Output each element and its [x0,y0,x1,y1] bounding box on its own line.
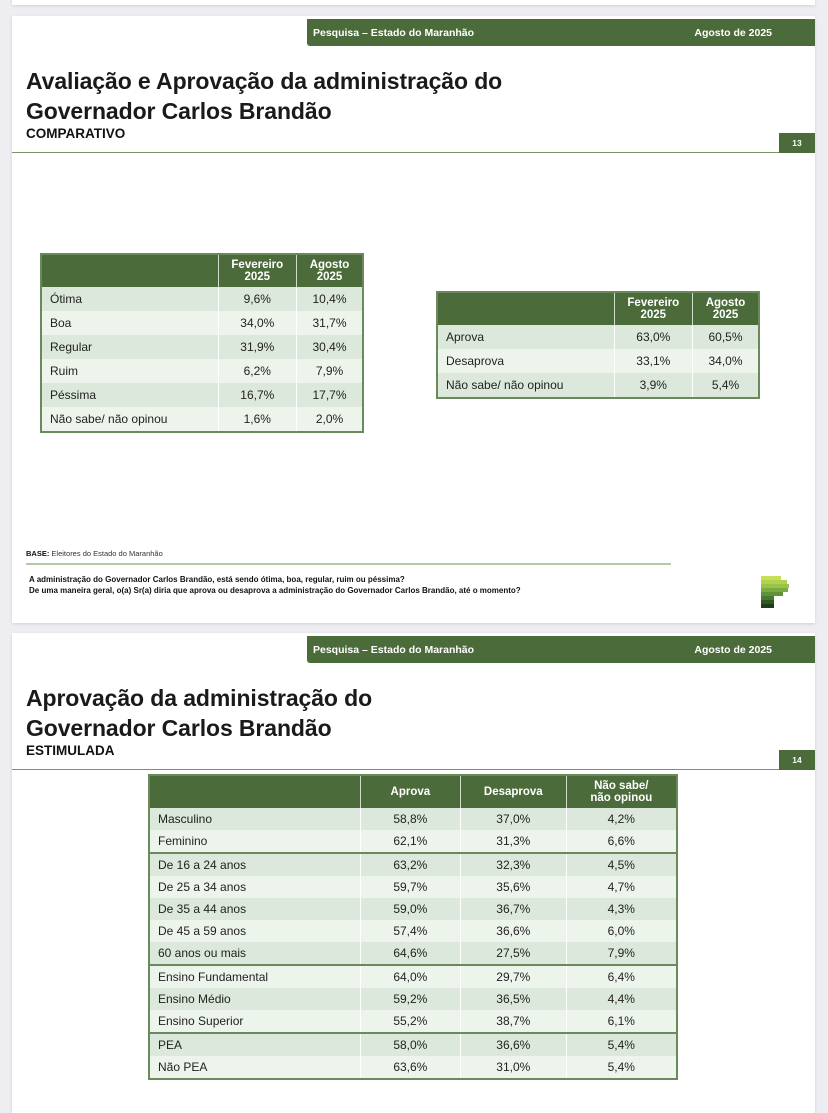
base-label: BASE: [26,549,50,558]
table-row [437,373,759,398]
cell-ago: 5,4% [693,373,760,398]
cell-fev: 1,6% [218,407,296,432]
question-1: A administração do Governador Carlos Brandão, está sendo ótima, boa, regular, ruim ou péssima? [29,575,405,584]
table-row [149,965,677,988]
cell-aprova: 55,2% [360,1010,460,1033]
header-bar [307,636,815,663]
row-label: Ensino Superior [149,1010,360,1033]
cell-nsno: 6,1% [566,1010,677,1033]
cell-nsno: 4,5% [566,853,677,876]
cell-nsno: 5,4% [566,1033,677,1056]
title-divider [12,152,779,153]
title-line-2: Governador Carlos Brandão [26,98,332,124]
row-label: De 45 a 59 anos [149,920,360,942]
cell-fev: 63,0% [614,325,692,349]
header-fevereiro: Fevereiro 2025 [614,292,692,325]
cell-aprova: 59,7% [360,876,460,898]
cell-fev: 34,0% [218,311,296,335]
survey-date: Agosto de 2025 [694,644,772,656]
avaliacao-table [40,253,364,433]
header-nao-sabe: Não sabe/ não opinou [566,775,677,808]
title-divider [12,769,779,770]
table-row [41,311,363,335]
cell-ago: 7,9% [297,359,364,383]
cell-nsno: 5,4% [566,1056,677,1079]
header-bar [307,19,815,46]
header-fevereiro: Fevereiro 2025 [218,254,296,287]
cell-desaprova: 36,6% [461,920,567,942]
table-row [437,325,759,349]
cell-desaprova: 35,6% [461,876,567,898]
table-row [149,898,677,920]
base-note [26,549,163,558]
row-label: Ótima [41,287,218,311]
cell-desaprova: 36,6% [461,1033,567,1056]
cell-desaprova: 27,5% [461,942,567,965]
cell-aprova: 63,6% [360,1056,460,1079]
row-label: Ensino Fundamental [149,965,360,988]
page-number: 13 [779,133,815,153]
cell-nsno: 7,9% [566,942,677,965]
cell-aprova: 59,0% [360,898,460,920]
row-label: Masculino [149,808,360,830]
slide-title [26,683,372,743]
header-agosto: Agosto 2025 [297,254,364,287]
row-label: Regular [41,335,218,359]
cell-fev: 31,9% [218,335,296,359]
table-header-row [437,292,759,325]
page-number: 14 [779,750,815,770]
table-row [149,1033,677,1056]
footnote-cutoff [152,1094,682,1100]
cell-fev: 33,1% [614,349,692,373]
table-row [41,335,363,359]
slide-title [26,66,502,126]
header-desaprova: Desaprova [461,775,567,808]
row-label: 60 anos ou mais [149,942,360,965]
cell-ago: 30,4% [297,335,364,359]
cell-desaprova: 38,7% [461,1010,567,1033]
footer-divider [26,563,671,565]
aprovacao-comparativo-table [436,291,760,399]
header-blank [437,292,614,325]
cell-nsno: 6,0% [566,920,677,942]
cell-desaprova: 29,7% [461,965,567,988]
base-text: Eleitores do Estado do Maranhão [49,549,163,558]
cell-ago: 31,7% [297,311,364,335]
survey-label: Pesquisa – Estado do Maranhão [313,644,475,656]
cell-nsno: 4,2% [566,808,677,830]
cell-aprova: 57,4% [360,920,460,942]
survey-date: Agosto de 2025 [694,27,772,39]
table-row [41,407,363,432]
cell-desaprova: 37,0% [461,808,567,830]
row-label: Ensino Médio [149,988,360,1010]
slide-subtitle: COMPARATIVO [26,126,126,141]
previous-slide-edge [12,0,815,5]
cell-desaprova: 31,3% [461,830,567,853]
cell-fev: 3,9% [614,373,692,398]
title-line-1: Aprovação da administração do [26,685,373,711]
table-row [41,383,363,407]
row-label: Feminino [149,830,360,853]
cell-fev: 9,6% [218,287,296,311]
cell-aprova: 64,6% [360,942,460,965]
table-row [437,349,759,373]
brand-logo-icon [759,576,791,610]
title-line-2: Governador Carlos Brandão [26,715,332,741]
slide-subtitle: ESTIMULADA [26,743,115,758]
survey-questions [29,574,521,596]
question-2: De uma maneira geral, o(a) Sr(a) diria que aprova ou desaprova a administração do Governador Carlos Brandão, até o momento? [29,586,521,595]
header-blank [149,775,360,808]
row-label: Não PEA [149,1056,360,1079]
row-label: De 16 a 24 anos [149,853,360,876]
cell-aprova: 59,2% [360,988,460,1010]
cell-desaprova: 31,0% [461,1056,567,1079]
table-row [149,1010,677,1033]
cell-nsno: 6,4% [566,965,677,988]
cell-desaprova: 36,5% [461,988,567,1010]
row-label: Não sabe/ não opinou [437,373,614,398]
table-row [149,830,677,853]
cell-nsno: 4,7% [566,876,677,898]
cell-nsno: 4,4% [566,988,677,1010]
cell-nsno: 6,6% [566,830,677,853]
row-label: Desaprova [437,349,614,373]
survey-label: Pesquisa – Estado do Maranhão [313,27,475,39]
row-label: Não sabe/ não opinou [41,407,218,432]
table-row [149,876,677,898]
row-label: PEA [149,1033,360,1056]
table-row [149,920,677,942]
table-header-row [41,254,363,287]
header-blank [41,254,218,287]
cell-aprova: 58,0% [360,1033,460,1056]
cell-nsno: 4,3% [566,898,677,920]
cell-aprova: 58,8% [360,808,460,830]
table-row [41,287,363,311]
cell-ago: 10,4% [297,287,364,311]
cell-aprova: 62,1% [360,830,460,853]
table-row [149,988,677,1010]
row-label: De 35 a 44 anos [149,898,360,920]
row-label: Péssima [41,383,218,407]
row-label: Aprova [437,325,614,349]
table-row [149,808,677,830]
aprovacao-estimulada-table [148,774,678,1080]
table-row [149,942,677,965]
cell-fev: 16,7% [218,383,296,407]
cell-ago: 17,7% [297,383,364,407]
cell-fev: 6,2% [218,359,296,383]
cell-desaprova: 36,7% [461,898,567,920]
cell-aprova: 64,0% [360,965,460,988]
slide-13 [12,16,815,623]
cell-aprova: 63,2% [360,853,460,876]
table-row [149,853,677,876]
table-row [149,1056,677,1079]
cell-ago: 60,5% [693,325,760,349]
row-label: Ruim [41,359,218,383]
cell-ago: 34,0% [693,349,760,373]
cell-desaprova: 32,3% [461,853,567,876]
row-label: De 25 a 34 anos [149,876,360,898]
slide-14 [12,633,815,1113]
cell-ago: 2,0% [297,407,364,432]
header-agosto: Agosto 2025 [693,292,760,325]
row-label: Boa [41,311,218,335]
table-header-row [149,775,677,808]
header-aprova: Aprova [360,775,460,808]
table-row [41,359,363,383]
title-line-1: Avaliação e Aprovação da administração do [26,68,503,94]
